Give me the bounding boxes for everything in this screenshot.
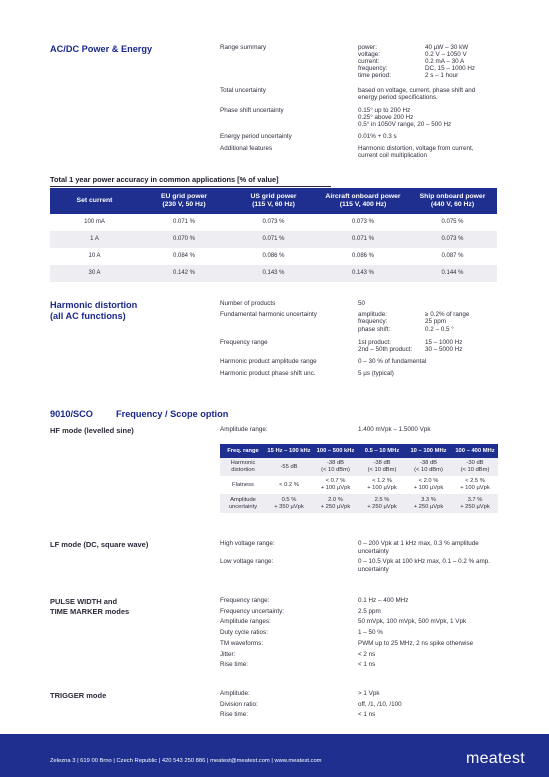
spec-value: 2.5 ppm	[358, 607, 381, 615]
header-line: (230 V, 50 Hz)	[162, 201, 206, 208]
spec-value: 25 ppm	[425, 318, 447, 326]
harmonic-subtitle: (all AC functions)	[50, 311, 126, 321]
table-cell: 0.073 %	[351, 219, 375, 225]
hf-cell	[359, 476, 405, 494]
spec-value: 5 µs (typical)	[358, 370, 394, 377]
spec-label: Harmonic product amplitude range	[220, 358, 317, 365]
spec-key: time period:	[358, 72, 391, 80]
meatest-logo: meatest	[465, 750, 525, 767]
spec-label: Frequency uncertainty:	[220, 607, 285, 615]
pulse-mode-label-1: PULSE WIDTH and	[50, 597, 118, 606]
spec-value: 2 s – 1 hour	[425, 72, 459, 80]
table-cell: 0.143 %	[229, 265, 318, 282]
spec-label: Amplitude ranges:	[220, 618, 271, 626]
hf-cell-line: Harmonic	[230, 460, 256, 467]
header-line: (440 V, 60 Hz)	[430, 201, 475, 208]
lf-label: Low voltage range:	[220, 558, 274, 565]
spec-label: Division ratio:	[220, 700, 258, 708]
hf-cell-line: + 100 µVpk	[460, 485, 490, 491]
table-cell: 0.071 %	[318, 231, 408, 248]
spec-label: Amplitude:	[220, 690, 250, 697]
pulse-mode-label-2: TIME MARKER modes	[50, 607, 130, 616]
spec-value: 40 µW – 30 kW	[425, 44, 469, 51]
hf-cell	[405, 476, 452, 494]
spec-value: off, /1, /10, /100	[358, 700, 402, 708]
hf-cell-line: -55 dB	[280, 463, 298, 470]
hf-cell	[359, 494, 405, 513]
table-cell: 30 A	[50, 265, 139, 282]
hf-header-cell: Freq. range	[220, 444, 266, 458]
hf-cell-line: + 250 µVpk	[460, 503, 490, 510]
header-line: Aircraft onboard power	[325, 193, 401, 201]
header-line: Ship onboard power	[419, 193, 486, 201]
spec-value: Harmonic distortion, voltage from current,	[358, 145, 474, 152]
hf-cell-line: 0.5 %	[281, 496, 297, 503]
hf-cell	[452, 476, 498, 494]
spec-label: Rise time:	[220, 711, 248, 719]
spec-value: 0.15° up to 200 Hz	[358, 107, 411, 114]
header-line: (115 V, 400 Hz)	[339, 201, 387, 208]
spec-value: based on voltage, current, phase shift and	[358, 87, 476, 94]
hf-cell	[312, 458, 359, 476]
hf-amplitude-label: Amplitude range:	[220, 426, 268, 433]
header-line: US grid power	[250, 193, 297, 201]
spec-key: amplitude:	[358, 311, 388, 318]
spec-key: voltage:	[358, 51, 381, 59]
hf-mode-label: HF mode (levelled sine)	[50, 426, 134, 435]
hf-cell-line: + 250 µVpk	[320, 503, 351, 510]
hf-cell	[220, 476, 266, 494]
table-cell: 0.086 %	[351, 253, 375, 259]
hf-amplitude-value: 1.400 mVpk – 1.5000 Vpk	[358, 426, 431, 433]
hf-cell-line: Amplitude	[230, 496, 256, 503]
footer-contact: Zelezna 3 | 619 00 Brno | Czech Republic | 420 543 250 886 | meatest@meatest.com | www.meatest.com	[50, 758, 322, 764]
hf-cell-line: < 0.7 %	[325, 478, 346, 485]
spec-value: 0.5° in 1050V range, 20 – 500 Hz	[358, 121, 452, 129]
spec-label: Harmonic product phase shift unc.	[220, 370, 316, 377]
accuracy-title: Total 1 year power accuracy in common applications [% of value]	[50, 175, 279, 184]
sco-model: 9010/SCO	[50, 409, 93, 419]
spec-value: ≥ 0.2% of range	[425, 311, 470, 318]
hf-cell-line: 3.7 %	[467, 496, 483, 503]
spec-value: energy period specifications.	[358, 94, 438, 102]
lf-label: High voltage range:	[220, 540, 275, 547]
lf-mode-label: LF mode (DC, square wave)	[50, 540, 149, 549]
spec-value: < 2 ns	[358, 650, 376, 658]
table-cell: 10 A	[88, 253, 101, 259]
hf-cell-line: 2.5 %	[374, 496, 390, 503]
spec-label: Fundamental harmonic uncertainty	[220, 311, 317, 318]
spec-value: 0.2 mA – 30 A	[425, 58, 465, 66]
lf-value: 0 – 200 Vpk at 1 kHz max, 0.3 % amplitude	[358, 540, 479, 547]
spec-key: phase shift:	[358, 325, 391, 333]
hf-cell-line: + 350 µVpk	[274, 503, 304, 510]
table-cell: 100 mA	[84, 219, 105, 225]
table-cell: 0.086 %	[262, 253, 285, 259]
spec-key: current:	[358, 58, 380, 66]
acdc-title: AC/DC Power & Energy	[50, 44, 153, 54]
spec-label: TM waveforms:	[220, 639, 264, 647]
spec-label: Jitter:	[220, 650, 236, 658]
hf-cell-line: < 1.2 %	[372, 478, 392, 485]
table-cell: 0.071 %	[172, 219, 196, 225]
lf-value: 0 – 10.5 Vpk at 100 kHz max, 0.1 – 0.2 % amp.	[358, 558, 490, 565]
spec-label: Additional features	[220, 145, 273, 152]
spec-label: Rise time:	[220, 661, 248, 669]
spec-label: Frequency range:	[220, 597, 270, 604]
lf-value: uncertainty	[358, 565, 389, 573]
hf-cell	[312, 476, 359, 494]
table-cell: 0.073 %	[408, 231, 497, 248]
spec-label: Energy period uncertainty	[220, 133, 292, 140]
hf-cell-line: -38 dB	[326, 460, 345, 467]
trigger-mode-label: TRIGGER mode	[50, 691, 107, 700]
hf-cell	[312, 494, 359, 513]
spec-value: 0 – 30 % of fundamental	[358, 358, 427, 365]
table-header-cell	[318, 188, 408, 214]
hf-cell-line: 2.0 %	[328, 496, 343, 503]
spec-value: PWM up to 25 MHz, 2 ns spike otherwise	[358, 639, 474, 647]
accuracy-title-underline	[50, 186, 331, 187]
table-cell: 0.142 %	[139, 265, 229, 282]
hf-cell-line: + 250 µVpk	[413, 503, 444, 510]
table-cell: 1 A	[50, 231, 139, 248]
spec-label: Duty cycle ratios:	[220, 629, 268, 637]
hf-cell-line: -30 dB	[466, 460, 484, 467]
hf-cell	[452, 458, 498, 476]
header-line: Set current	[76, 197, 113, 205]
spec-value: 50	[358, 300, 366, 307]
spec-value: DC, 15 – 1000 Hz	[425, 65, 476, 73]
hf-cell	[266, 476, 312, 494]
hf-cell	[405, 458, 452, 476]
spec-label: Range summary	[220, 44, 267, 51]
hf-cell-line: < 2.0 %	[418, 478, 439, 485]
spec-value: < 1 ns	[358, 661, 376, 669]
hf-header-cell: 10 – 100 MHz	[405, 444, 452, 458]
spec-value: 1 – 50 %	[358, 629, 383, 637]
lf-value: uncertainty	[358, 547, 389, 555]
spec-value: 0.2 – 0.5 °	[425, 325, 454, 333]
hf-cell-line: -38 dB	[419, 460, 438, 467]
table-cell: 0.073 %	[262, 219, 285, 225]
hf-specs-table	[220, 444, 498, 513]
table-cell: 0.071 %	[229, 231, 318, 248]
table-cell: 0.075 %	[441, 219, 464, 225]
spec-key: frequency:	[358, 318, 388, 326]
hf-cell-line: uncertainty	[228, 503, 258, 510]
spec-label: Number of products	[220, 300, 276, 307]
table-header-cell	[229, 188, 318, 214]
hf-cell	[405, 494, 452, 513]
hf-header-cell: 100 – 400 MHz	[452, 444, 498, 458]
footer-bar	[0, 734, 549, 777]
sco-title: Frequency / Scope option	[116, 409, 229, 419]
hf-cell-line: + 100 µVpk	[413, 485, 444, 491]
spec-value: 15 – 1000 Hz	[425, 339, 463, 346]
spec-value: 0.01% + 0.3 s	[358, 133, 397, 140]
hf-cell	[220, 494, 266, 513]
hf-cell	[266, 458, 312, 476]
spec-key: 2nd – 50th product:	[358, 346, 413, 354]
spec-label: Total uncertainty	[220, 87, 266, 94]
spec-value: current coil multiplication	[358, 152, 427, 160]
spec-value: 0.1 Hz – 400 MHz	[358, 597, 409, 604]
spec-value: < 1 ns	[358, 711, 376, 719]
hf-cell	[220, 458, 266, 476]
hf-cell-line: (< 10 dBm)	[460, 467, 490, 473]
table-cell: 0.143 %	[318, 265, 408, 282]
hf-cell-line: 3.3 %	[421, 496, 436, 503]
hf-cell-line: + 250 µVpk	[367, 503, 397, 510]
hf-cell-line: < 2.5 %	[465, 478, 485, 485]
hf-header-cell: 100 – 500 kHz	[312, 444, 359, 458]
table-cell: 0.144 %	[408, 265, 497, 282]
spec-value: > 1 Vpk	[358, 690, 380, 697]
hf-cell-line: (< 10 dBm)	[414, 467, 443, 473]
hf-header-cell: 15 Hz – 100 kHz	[266, 444, 312, 458]
header-line: EU grid power	[160, 193, 208, 201]
spec-key: frequency:	[358, 65, 388, 73]
table-cell: 0.070 %	[139, 231, 229, 248]
spec-value: 0.25° above 200 Hz	[358, 114, 414, 122]
hf-cell-line: (< 10 dBm)	[367, 467, 397, 473]
spec-value: 50 mVpk, 100 mVpk, 500 mVpk, 1 Vpk	[358, 618, 467, 626]
hf-cell-line: distortion	[231, 467, 255, 473]
spec-value: 30 – 5000 Hz	[425, 346, 463, 354]
hf-cell	[266, 494, 312, 513]
hf-cell-line: Flatness	[232, 481, 254, 488]
table-cell: 0.084 %	[172, 253, 196, 259]
table-header-cell	[50, 188, 139, 214]
hf-cell-line: + 100 µVpk	[367, 485, 397, 491]
harmonic-title: Harmonic distortion	[50, 300, 138, 310]
hf-header-cell: 0.5 – 10 MHz	[359, 444, 405, 458]
header-line: (115 V, 60 Hz)	[252, 201, 295, 208]
spec-value: 0.2 V – 1050 V	[425, 51, 467, 59]
hf-cell-line: -38 dB	[373, 460, 391, 467]
spec-key: 1st product:	[358, 339, 391, 346]
hf-cell-line: (< 10 dBm)	[321, 467, 350, 473]
table-header-cell	[408, 188, 497, 214]
hf-cell-line: < 0.2 %	[279, 481, 299, 488]
table-header-cell	[139, 188, 229, 214]
table-cell: 0.087 %	[441, 253, 464, 259]
hf-cell	[359, 458, 405, 476]
spec-label: Phase shift uncertainty	[220, 107, 284, 114]
spec-label: Frequency range	[220, 339, 268, 346]
accuracy-table	[50, 188, 497, 282]
hf-cell	[452, 494, 498, 513]
spec-key: power:	[358, 44, 377, 51]
hf-cell-line: + 100 µVpk	[320, 485, 351, 491]
